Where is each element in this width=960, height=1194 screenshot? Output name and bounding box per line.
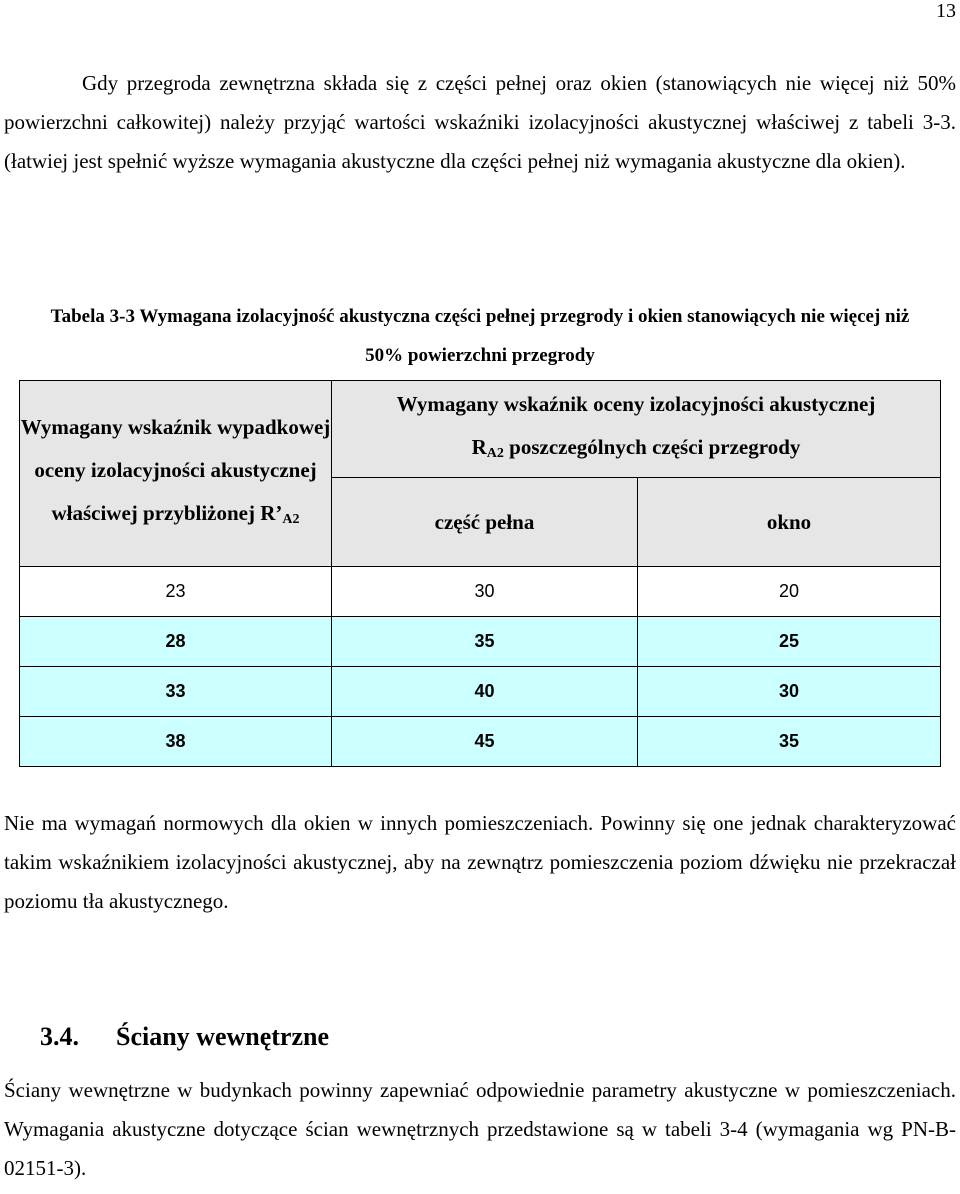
header-window: okno [638,478,941,567]
table-cell: 25 [638,617,941,667]
header-group-rest: poszczególnych części przegrody [503,435,801,459]
header-required-index-group [332,381,941,478]
header-group-text: Wymagany wskaźnik oceny izolacyjności akustycznej [396,392,876,416]
header-resultant-index-subscript: A2 [282,512,300,527]
header-resultant-index [20,381,332,567]
table-cell: 28 [20,617,332,667]
windows-note-paragraph: Nie ma wymagań normowych dla okien w innych pomieszczeniach. Powinny się one jednak charakteryzować takim wskaźnikiem izolacyjności akustycznej, aby na zewnątrz pomieszczenia poziom dźwięku nie przekraczał poziomu tła akustycznego. [4,811,956,913]
intro-paragraph: Gdy przegroda zewnętrzna składa się z części pełnej oraz okien (stanowiących nie więcej niż 50% powierzchni całkowitej) należy przyjąć wartości wskaźniki izolacyjności akustycznej właściwej z tabeli 3-3. (łatwiej jest spełnić wyższe wymagania akustyczne dla części pełnej niż wymagania akustyczne dla okien). [4,71,956,173]
table-cell: 45 [332,717,638,767]
insulation-requirements-table [19,380,941,767]
header-group-subscript: A2 [486,446,504,461]
table-cell: 33 [20,667,332,717]
table-cell: 35 [332,617,638,667]
table-cell: 38 [20,717,332,767]
table-row [20,717,941,767]
table-caption-line1: Tabela 3-3 Wymagana izolacyjność akustyczna części pełnej przegrody i okien stanowiących nie więcej niż [50,306,910,327]
table-cell: 23 [20,567,332,617]
header-group-r: R [471,435,487,459]
table-cell: 40 [332,667,638,717]
table-row [20,567,941,617]
page-number: 13 [936,0,956,22]
table-row [20,617,941,667]
header-resultant-index-text: Wymagany wskaźnik wypadkowej oceny izolacyjności akustycznej właściwej przybliżonej R’ [20,415,331,525]
section-number: 3.4. [40,1022,79,1051]
header-solid-part: część pełna [332,478,638,567]
table-caption-line2: 50% powierzchni przegrody [365,345,595,366]
section-paragraph: Ściany wewnętrzne w budynkach powinny zapewniać odpowiednie parametry akustyczne w pomieszczeniach. Wymagania akustyczne dotyczące ścian wewnętrznych przedstawione są w tabeli 3-4 (wymagania wg PN-B-02151-3). [4,1078,956,1180]
table-cell: 30 [638,667,941,717]
table-cell: 30 [332,567,638,617]
section-heading [40,1022,329,1052]
section-title: Ściany wewnętrzne [116,1022,330,1051]
table-row [20,667,941,717]
table-cell: 35 [638,717,941,767]
table-cell: 20 [638,567,941,617]
